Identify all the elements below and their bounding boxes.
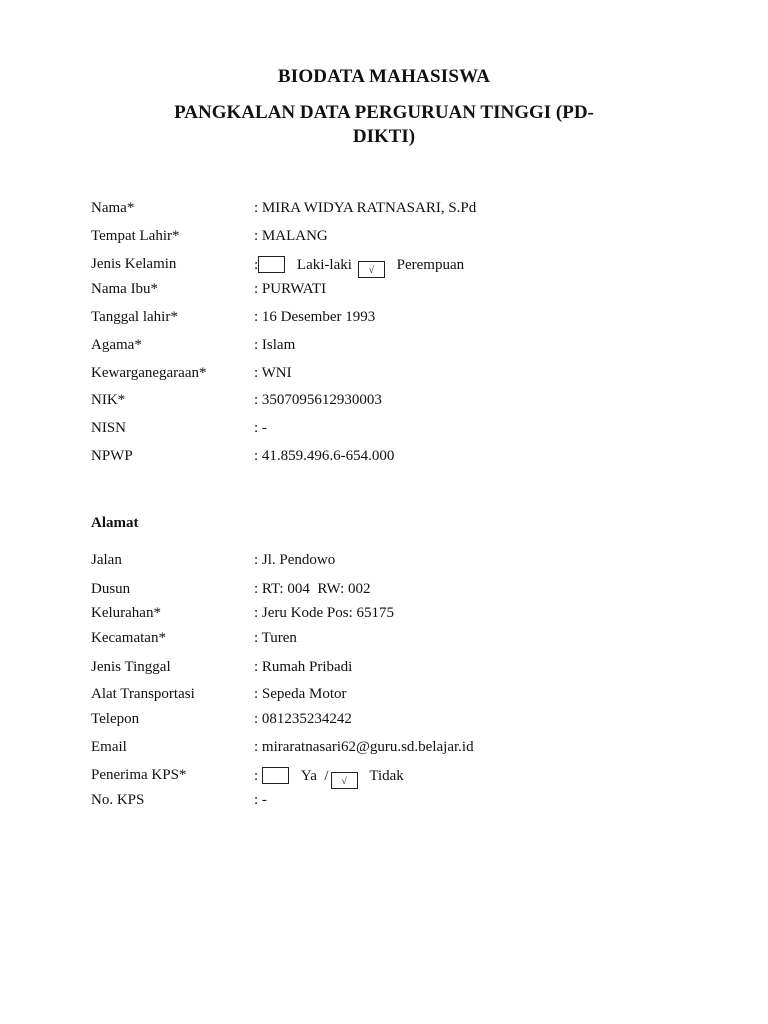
label-tempat-lahir: Tempat Lahir* [91,228,180,244]
label-penerima-kps: Penerima KPS* [91,767,187,783]
colon: : [254,768,259,784]
checkbox-laki-laki[interactable] [258,256,285,273]
value-alat-transportasi: : Sepeda Motor [254,686,347,702]
section-heading-alamat: Alamat [91,515,139,531]
value-nama-ibu: : PURWATI [254,281,327,297]
value-kelurahan: : Jeru Kode Pos: 65175 [254,605,394,621]
value-jenis-kelamin [254,256,470,278]
row-agama [0,337,768,359]
value-npwp: : 41.859.496.6-654.000 [254,448,395,464]
row-jalan [0,552,768,574]
checkbox-ya[interactable] [262,767,289,784]
label-jenis-kelamin: Jenis Kelamin [91,256,177,272]
value-tempat-lahir: : MALANG [254,228,328,244]
row-telepon [0,711,768,733]
value-email: : miraratnasari62@guru.sd.belajar.id [254,739,474,755]
label-npwp: NPWP [91,448,133,464]
label-no-kps: No. KPS [91,792,145,808]
label-kewarganegaraan: Kewarganegaraan* [91,365,207,381]
row-jenis-tinggal [0,659,768,681]
option-laki-laki: Laki-laki [296,257,352,273]
row-kecamatan [0,630,768,652]
value-nik: : 3507095612930003 [254,392,382,408]
document-title: BIODATA MAHASISWA [277,66,491,87]
row-npwp [0,448,768,470]
row-penerima-kps [0,767,768,789]
label-nik: NIK* [91,392,126,408]
row-kewarganegaraan [0,365,768,387]
value-kecamatan: : Turen [254,630,297,646]
label-nama-ibu: Nama Ibu* [91,281,159,297]
row-kelurahan [0,605,768,627]
row-tempat-lahir [0,228,768,250]
value-dusun: : RT: 004 RW: 002 [254,581,371,597]
label-kecamatan: Kecamatan* [91,630,166,646]
value-jenis-tinggal: : Rumah Pribadi [254,659,353,675]
row-nisn [0,420,768,442]
value-telepon: : 081235234242 [254,711,352,727]
value-jalan: : Jl. Pendowo [254,552,336,568]
option-ya: Ya / [300,768,329,784]
label-jalan: Jalan [91,552,122,568]
label-alat-transportasi: Alat Transportasi [91,686,195,702]
label-dusun: Dusun [91,581,131,597]
row-nama-ibu [0,281,768,303]
value-kewarganegaraan: : WNI [254,365,292,381]
label-agama: Agama* [91,337,142,353]
label-email: Email [91,739,127,755]
row-tanggal-lahir [0,309,768,331]
document-subtitle: PANGKALAN DATA PERGURUAN TINGGI (PD-DIKTI) [174,102,594,147]
row-nama [0,200,768,222]
value-agama: : Islam [254,337,296,353]
row-jenis-kelamin [0,256,768,278]
row-nik [0,392,768,414]
value-nisn: : - [254,420,267,436]
label-tanggal-lahir: Tanggal lahir* [91,309,178,325]
label-kelurahan: Kelurahan* [91,605,161,621]
checkbox-perempuan-checked[interactable]: √ [358,261,385,278]
option-perempuan: Perempuan [396,257,465,273]
label-nisn: NISN [91,420,127,436]
row-email [0,739,768,761]
colon: : [254,257,259,273]
row-dusun [0,581,768,603]
label-nama: Nama* [91,200,135,216]
value-no-kps: : - [254,792,267,808]
value-tanggal-lahir: : 16 Desember 1993 [254,309,376,325]
label-jenis-tinggal: Jenis Tinggal [91,659,171,675]
row-no-kps [0,792,768,814]
label-telepon: Telepon [91,711,140,727]
option-tidak: Tidak [369,768,404,784]
value-penerima-kps [254,767,410,789]
row-alat-transportasi [0,686,768,708]
value-nama: : MIRA WIDYA RATNASARI, S.Pd [254,200,477,216]
checkbox-tidak-checked[interactable]: √ [331,772,358,789]
